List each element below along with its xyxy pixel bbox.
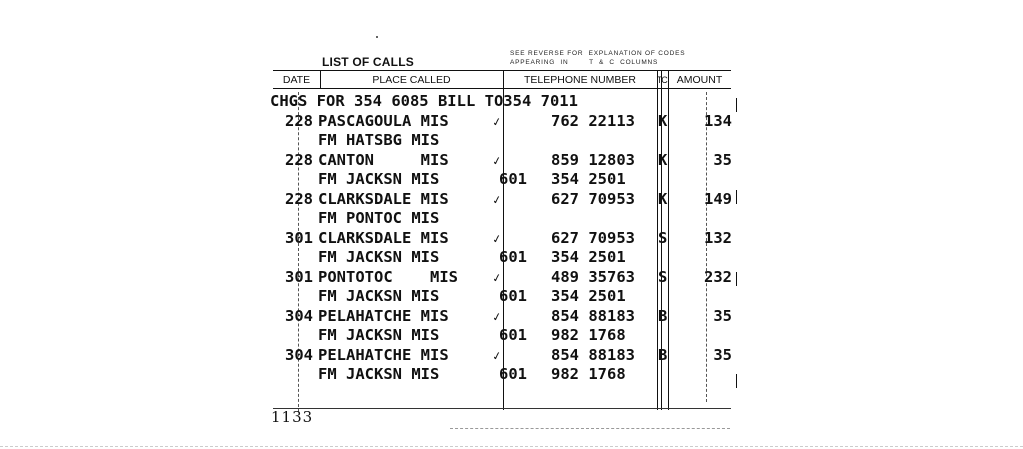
from-location: FM PONTOC MIS (318, 209, 440, 227)
place-called: CLARKSDALE MIS (318, 228, 449, 247)
telephone-number: 854 88183 (551, 306, 635, 325)
check-mark-icon: ✓ (491, 347, 503, 365)
header-amount: AMOUNT (676, 74, 723, 86)
call-row (270, 170, 740, 190)
call-date: 301 (285, 228, 313, 247)
telephone-number: 762 22113 (551, 111, 635, 130)
header-top-rule (273, 70, 731, 71)
from-location: FM HATSBG MIS (318, 131, 440, 149)
telephone-number: 354 2501 (551, 287, 626, 305)
t-code: K (658, 189, 668, 208)
footer-rule (273, 408, 731, 409)
from-location: FM JACKSN MIS (318, 287, 440, 305)
t-code: B (658, 306, 668, 325)
check-mark-icon: ✓ (491, 191, 503, 209)
place-called: PONTOTOC MIS (318, 267, 458, 286)
header-c: C (661, 75, 668, 85)
amount: 35 (713, 345, 732, 364)
codes-note-line1: SEE REVERSE FOR EXPLANATION OF CODES (510, 50, 686, 57)
telephone-number: 354 2501 (551, 248, 626, 266)
telephone-number: 982 1768 (551, 326, 626, 344)
call-row (270, 209, 740, 229)
t-code: S (658, 228, 668, 247)
margin-tick (736, 190, 737, 204)
amount: 35 (713, 306, 732, 325)
call-row (270, 112, 740, 132)
check-mark-icon: ✓ (491, 269, 503, 287)
call-row (270, 307, 740, 327)
call-row (270, 346, 740, 366)
amount: 35 (713, 150, 732, 169)
call-row (270, 248, 740, 268)
area-code: 601 (499, 287, 527, 305)
check-mark-icon: ✓ (491, 152, 503, 170)
call-row (270, 287, 740, 307)
from-location: FM JACKSN MIS (318, 365, 440, 383)
place-called: PELAHATCHE MIS (318, 345, 449, 364)
call-date: 304 (285, 345, 313, 364)
call-row (270, 151, 740, 171)
codes-note-line2: APPEARING IN T & C COLUMNS (510, 59, 659, 66)
check-mark-icon: ✓ (491, 230, 503, 248)
page-number: 1133 (271, 408, 314, 426)
page-edge-line (0, 446, 1023, 447)
telephone-number: 489 35763 (551, 267, 635, 286)
call-list (270, 92, 740, 385)
from-location: FM JACKSN MIS (318, 248, 440, 266)
charges-line: CHGS FOR 354 6085 BILL TO354 7011 (270, 92, 578, 110)
area-code: 601 (499, 326, 527, 344)
speck (376, 36, 378, 38)
area-code: 601 (499, 170, 527, 188)
t-code: K (658, 150, 668, 169)
t-code: B (658, 345, 668, 364)
faint-footer-line (450, 428, 730, 429)
amount: 132 (704, 228, 732, 247)
check-mark-icon: ✓ (491, 308, 503, 326)
margin-tick (736, 98, 737, 112)
from-location: FM JACKSN MIS (318, 326, 440, 344)
check-mark-icon: ✓ (491, 113, 503, 131)
call-row (270, 131, 740, 151)
call-row (270, 268, 740, 288)
amount: 149 (704, 189, 732, 208)
header-telephone: TELEPHONE NUMBER (523, 74, 637, 86)
telephone-number: 982 1768 (551, 365, 626, 383)
header-date: DATE (282, 74, 311, 86)
area-code: 601 (499, 248, 527, 266)
form-title: LIST OF CALLS (322, 55, 414, 69)
call-date: 228 (285, 150, 313, 169)
header-bottom-rule (273, 88, 731, 89)
call-row (270, 229, 740, 249)
telephone-number: 854 88183 (551, 345, 635, 364)
call-row (270, 365, 740, 385)
margin-tick (736, 374, 737, 388)
amount: 134 (704, 111, 732, 130)
telephone-number: 627 70953 (551, 228, 635, 247)
call-date: 228 (285, 189, 313, 208)
call-row (270, 326, 740, 346)
amount: 232 (704, 267, 732, 286)
call-row (270, 92, 740, 112)
place-called: PELAHATCHE MIS (318, 306, 449, 325)
t-code: K (658, 111, 668, 130)
call-row (270, 190, 740, 210)
call-date: 301 (285, 267, 313, 286)
margin-tick (736, 272, 737, 286)
telephone-number: 859 12803 (551, 150, 635, 169)
place-called: CANTON MIS (318, 150, 449, 169)
call-date: 228 (285, 111, 313, 130)
telephone-number: 627 70953 (551, 189, 635, 208)
place-called: CLARKSDALE MIS (318, 189, 449, 208)
place-called: PASCAGOULA MIS (318, 111, 449, 130)
call-date: 304 (285, 306, 313, 325)
from-location: FM JACKSN MIS (318, 170, 440, 188)
t-code: S (658, 267, 668, 286)
header-place: PLACE CALLED (372, 74, 451, 86)
telephone-number: 354 2501 (551, 170, 626, 188)
area-code: 601 (499, 365, 527, 383)
header-t: T (656, 75, 663, 85)
